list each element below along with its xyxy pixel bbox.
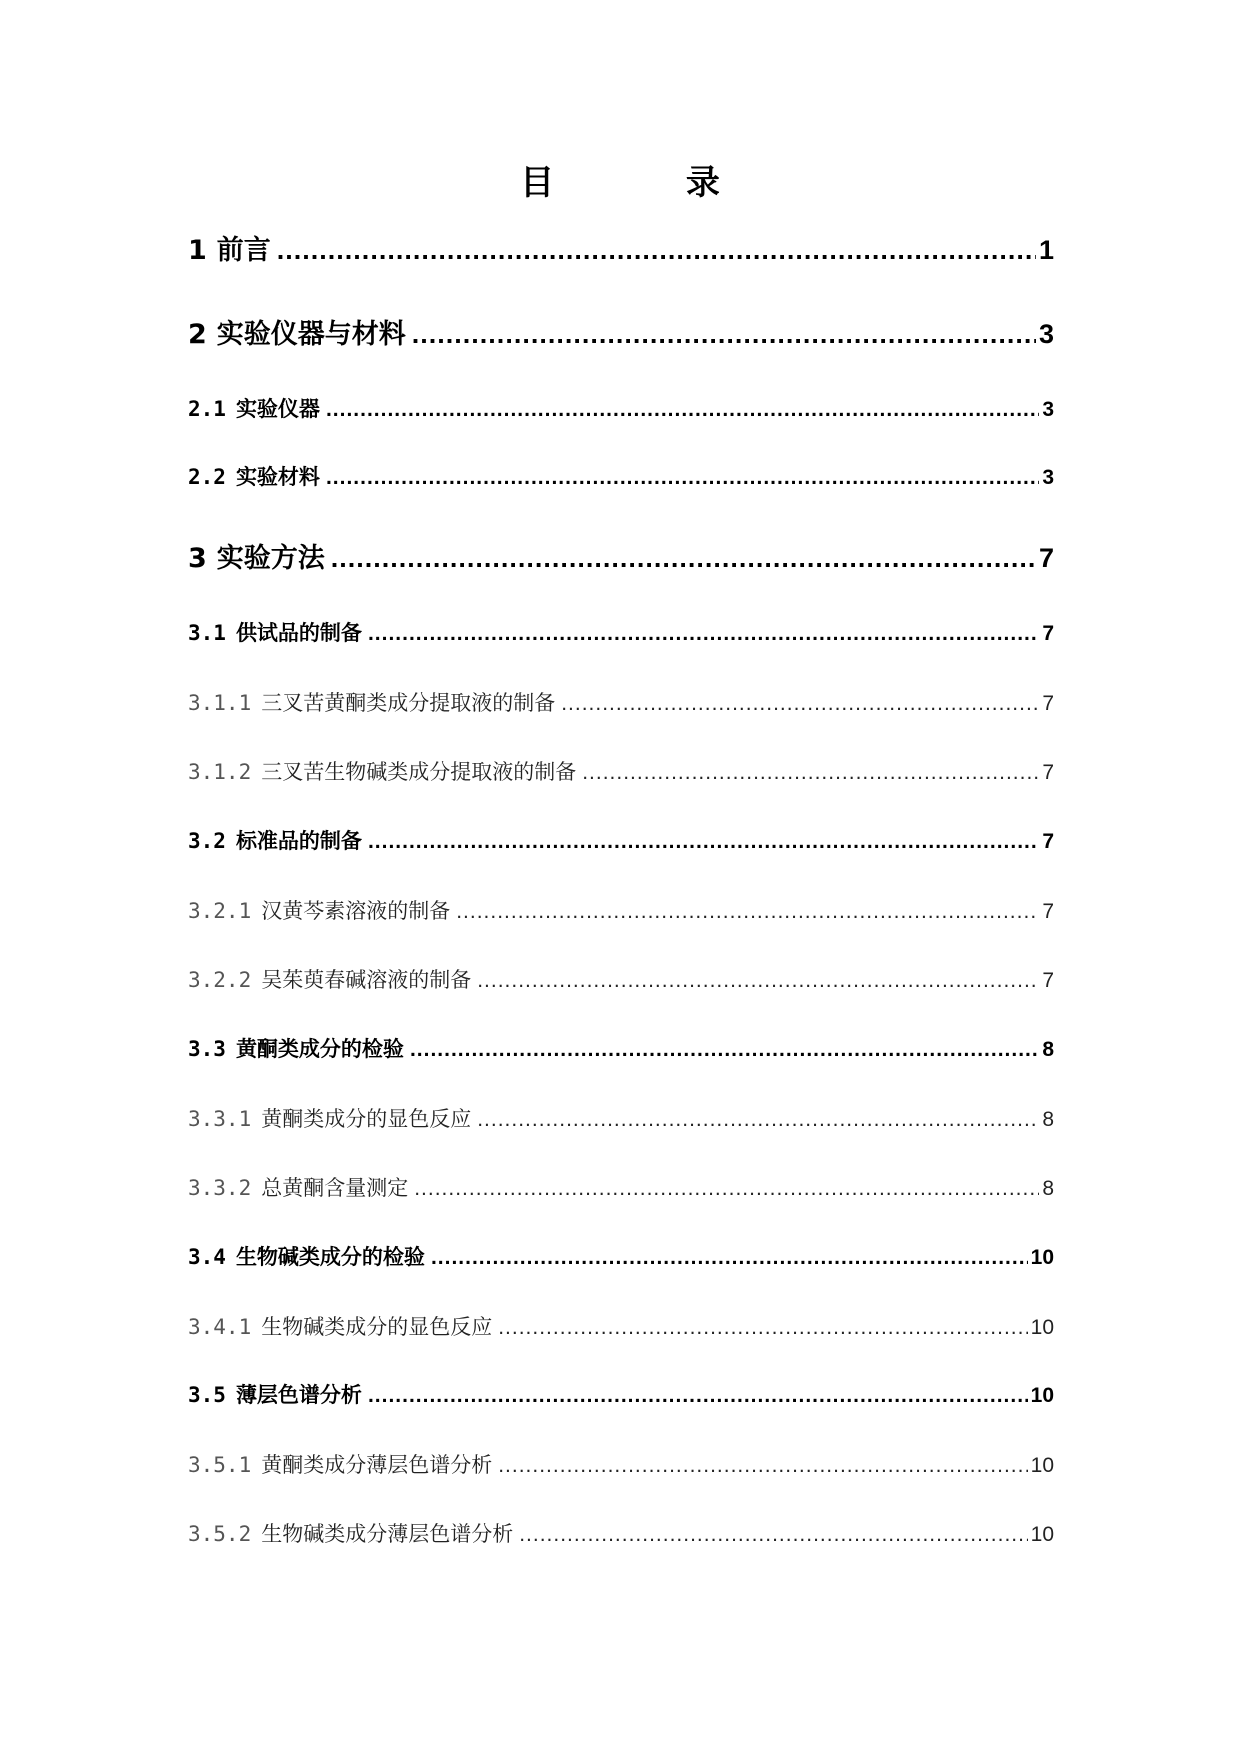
toc-entry[interactable]: [188, 1380, 1054, 1410]
toc-entry-title: 黄酮类成分的显色反应: [261, 1107, 472, 1131]
toc-page-number: 8: [1042, 1177, 1054, 1200]
toc-entry[interactable]: [188, 316, 1054, 352]
toc-entry-title: 实验方法: [216, 543, 325, 574]
toc-entry-number: 3.2: [188, 829, 226, 853]
toc-page-number: 10: [1030, 1246, 1054, 1269]
toc-entry[interactable]: [188, 540, 1054, 576]
toc-entry-number: 3.5.1: [188, 1453, 252, 1477]
toc-entry[interactable]: [188, 826, 1054, 856]
page-title: 目 录: [520, 163, 780, 203]
toc-dot-leader: [410, 1035, 1039, 1065]
toc-entry-title: 三叉苦黄酮类成分提取液的制备: [261, 691, 556, 715]
toc-entry-title: 生物碱类成分薄层色谱分析: [261, 1522, 514, 1546]
toc-page-number: 3: [1042, 466, 1054, 489]
toc-entry-number: 3.4: [188, 1245, 226, 1269]
toc-page-number: 7: [1042, 830, 1054, 853]
toc-dot-leader: [561, 689, 1039, 719]
toc-page-number: 1: [1038, 235, 1054, 265]
toc-entry-number: 2.2: [188, 465, 226, 489]
toc-dot-leader: [519, 1520, 1027, 1550]
toc-page-number: 3: [1042, 398, 1054, 421]
toc-entry[interactable]: [188, 1173, 1054, 1203]
toc-entry[interactable]: [188, 965, 1054, 995]
toc-dot-leader: [326, 395, 1039, 425]
toc-entry-title: 标准品的制备: [235, 829, 362, 853]
toc-dot-leader: [498, 1313, 1027, 1343]
toc-page-number: 10: [1030, 1454, 1054, 1477]
toc-entry-title: 汉黄芩素溶液的制备: [261, 899, 451, 923]
toc-entry-number: 3.3: [188, 1037, 226, 1061]
toc-dot-leader: [277, 232, 1036, 268]
toc-entry-title: 黄酮类成分薄层色谱分析: [261, 1453, 493, 1477]
toc-entry[interactable]: [188, 757, 1054, 787]
toc-entry[interactable]: [188, 618, 1054, 648]
toc-page-number: 7: [1038, 543, 1054, 573]
toc-page-number: 10: [1030, 1384, 1054, 1407]
toc-page-number: 7: [1042, 761, 1054, 784]
toc-entry-title: 黄酮类成分的检验: [235, 1037, 404, 1061]
toc-entry-title: 总黄酮含量测定: [261, 1176, 409, 1200]
toc-page-number: 10: [1030, 1523, 1054, 1546]
toc-dot-leader: [368, 827, 1039, 857]
toc-entry-number: 2: [188, 319, 207, 350]
toc-entry[interactable]: [188, 896, 1054, 926]
toc-page-number: 8: [1042, 1108, 1054, 1131]
toc-entry-title: 三叉苦生物碱类成分提取液的制备: [261, 760, 577, 784]
toc-page-number: 8: [1042, 1038, 1054, 1061]
toc-entry-number: 3.5: [188, 1383, 226, 1407]
toc-entry[interactable]: [188, 1242, 1054, 1272]
toc-entry-title: 实验仪器与材料: [216, 319, 406, 350]
toc-dot-leader: [477, 966, 1039, 996]
toc-entry-number: 3.2.2: [188, 968, 252, 992]
toc-entry-title: 前言: [216, 235, 271, 266]
toc-entry[interactable]: [188, 1312, 1054, 1342]
toc-dot-leader: [368, 1381, 1028, 1411]
toc-entry[interactable]: [188, 1519, 1054, 1549]
toc-entry-title: 生物碱类成分的显色反应: [261, 1315, 493, 1339]
toc-dot-leader: [331, 540, 1036, 576]
toc-dot-leader: [498, 1451, 1027, 1481]
toc-entry[interactable]: [188, 394, 1054, 424]
toc-entry-number: 3.3.1: [188, 1107, 252, 1131]
toc-entry-number: 3.4.1: [188, 1315, 252, 1339]
toc-dot-leader: [414, 1174, 1039, 1204]
toc-dot-leader: [368, 619, 1039, 649]
toc-entry[interactable]: [188, 232, 1054, 268]
toc-page-number: 7: [1042, 692, 1054, 715]
toc-entry-number: 1: [188, 235, 207, 266]
toc-entry-number: 3.5.2: [188, 1522, 252, 1546]
toc-entry[interactable]: [188, 1034, 1054, 1064]
toc-entry[interactable]: [188, 688, 1054, 718]
toc-dot-leader: [582, 758, 1039, 788]
toc-dot-leader: [456, 897, 1039, 927]
toc-dot-leader: [326, 463, 1039, 493]
toc-dot-leader: [412, 316, 1036, 352]
toc-page-number: 3: [1038, 319, 1054, 349]
toc-dot-leader: [431, 1243, 1028, 1273]
toc-entry-title: 供试品的制备: [235, 621, 362, 645]
toc-entry-number: 3.1.2: [188, 760, 252, 784]
toc-entry-number: 3.2.1: [188, 899, 252, 923]
toc-page-number: 7: [1042, 622, 1054, 645]
toc-page-number: 7: [1042, 900, 1054, 923]
toc-entry-title: 吴茱萸春碱溶液的制备: [261, 968, 472, 992]
toc-page-number: 7: [1042, 969, 1054, 992]
toc-dot-leader: [477, 1105, 1039, 1135]
toc-entry-title: 薄层色谱分析: [235, 1383, 362, 1407]
toc-entry-title: 实验材料: [235, 465, 320, 489]
toc-entry-title: 生物碱类成分的检验: [235, 1245, 425, 1269]
toc-entry[interactable]: [188, 462, 1054, 492]
toc-page-number: 10: [1030, 1316, 1054, 1339]
toc-entry[interactable]: [188, 1104, 1054, 1134]
toc-entry-number: 3: [188, 543, 207, 574]
toc-entry-number: 2.1: [188, 397, 226, 421]
toc-entry-number: 3.1: [188, 621, 226, 645]
toc-entry-title: 实验仪器: [235, 397, 320, 421]
toc-entry-number: 3.1.1: [188, 691, 252, 715]
toc-entry-number: 3.3.2: [188, 1176, 252, 1200]
toc-entry[interactable]: [188, 1450, 1054, 1480]
